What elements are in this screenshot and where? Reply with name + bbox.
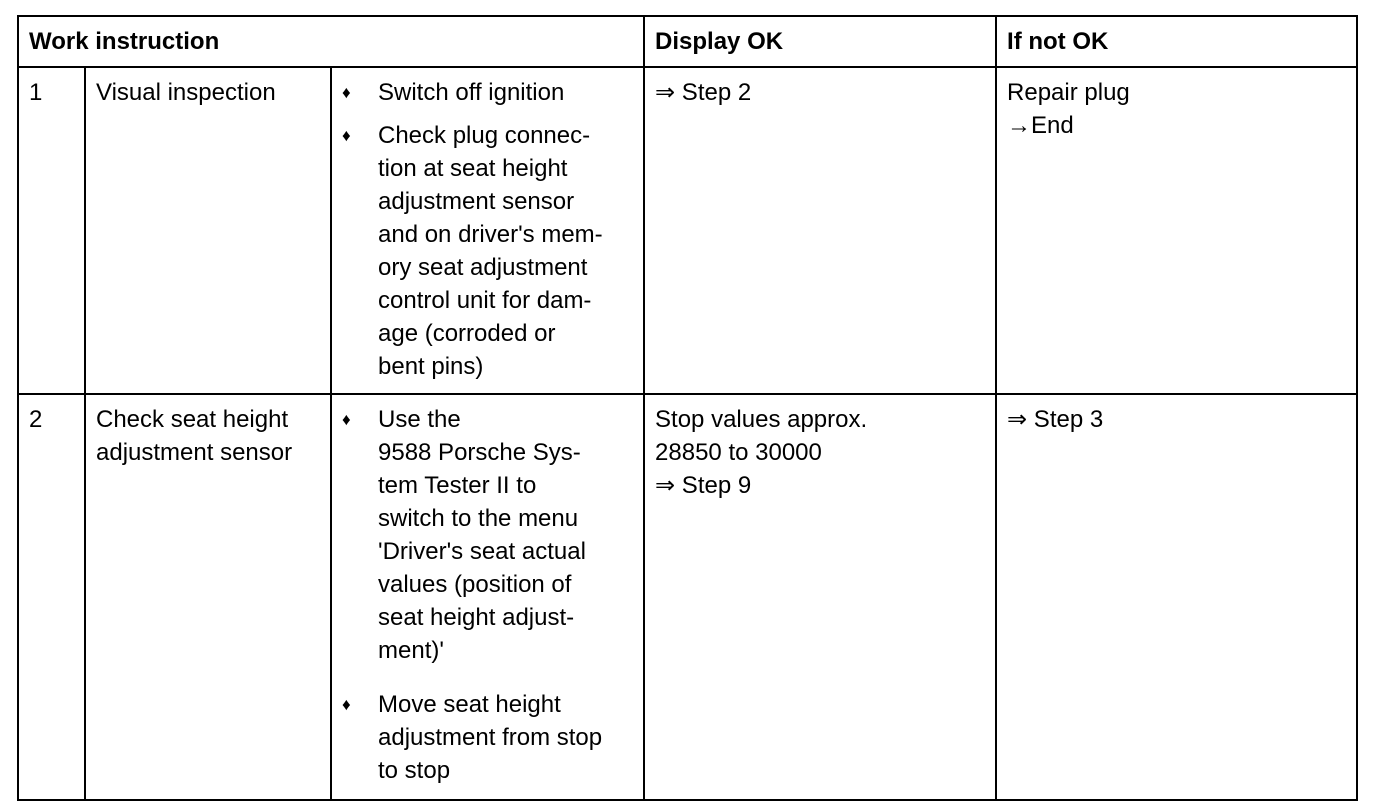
action-text: Move seat height adjustment from stop to stop xyxy=(378,691,603,784)
if-not-ok-cell xyxy=(996,394,1357,800)
if-not-ok-cell xyxy=(996,67,1357,394)
header-work-instruction: Work instruction xyxy=(18,16,644,67)
diamond-bullet-icon: ♦ xyxy=(342,695,351,714)
step-instruction xyxy=(85,67,331,394)
action-text: Check plug connec- tion at seat height adjustment sensor and on driver's mem- ory seat adjustment control unit for dam- age (corroded or bent pins) xyxy=(378,122,603,380)
display-ok-text: ⇒ Step 2 xyxy=(655,79,752,106)
step-instruction xyxy=(85,394,331,800)
action-item xyxy=(342,119,633,383)
action-item xyxy=(342,688,633,787)
step-number: 1 xyxy=(18,67,85,394)
table-row xyxy=(18,67,1357,394)
diamond-bullet-icon: ♦ xyxy=(342,126,351,145)
step-instruction-text: Check seat height adjustment sensor xyxy=(96,406,293,466)
diamond-bullet-icon: ♦ xyxy=(342,83,351,102)
header-row xyxy=(18,16,1357,67)
if-not-ok-text: Repair plug →End xyxy=(1007,79,1130,139)
step-actions xyxy=(331,67,644,394)
step-instruction-text: Visual inspection xyxy=(96,79,276,106)
display-ok-text: Stop values approx. 28850 to 30000 ⇒ Step 9 xyxy=(655,406,868,499)
action-item xyxy=(342,76,633,109)
display-ok-cell xyxy=(644,394,996,800)
display-ok-cell xyxy=(644,67,996,394)
work-instruction-table xyxy=(17,15,1358,801)
step-actions xyxy=(331,394,644,800)
table-row xyxy=(18,394,1357,800)
action-text: Switch off ignition xyxy=(378,79,565,106)
action-text: Use the 9588 Porsche Sys- tem Tester II to switch to the menu 'Driver's seat actual values (position of seat height adjust- ment)' xyxy=(378,406,586,664)
diamond-bullet-icon: ♦ xyxy=(342,410,351,429)
if-not-ok-text: ⇒ Step 3 xyxy=(1007,406,1104,433)
step-number: 2 xyxy=(18,394,85,800)
action-item xyxy=(342,403,633,667)
header-if-not-ok: If not OK xyxy=(996,16,1357,67)
header-display-ok: Display OK xyxy=(644,16,996,67)
